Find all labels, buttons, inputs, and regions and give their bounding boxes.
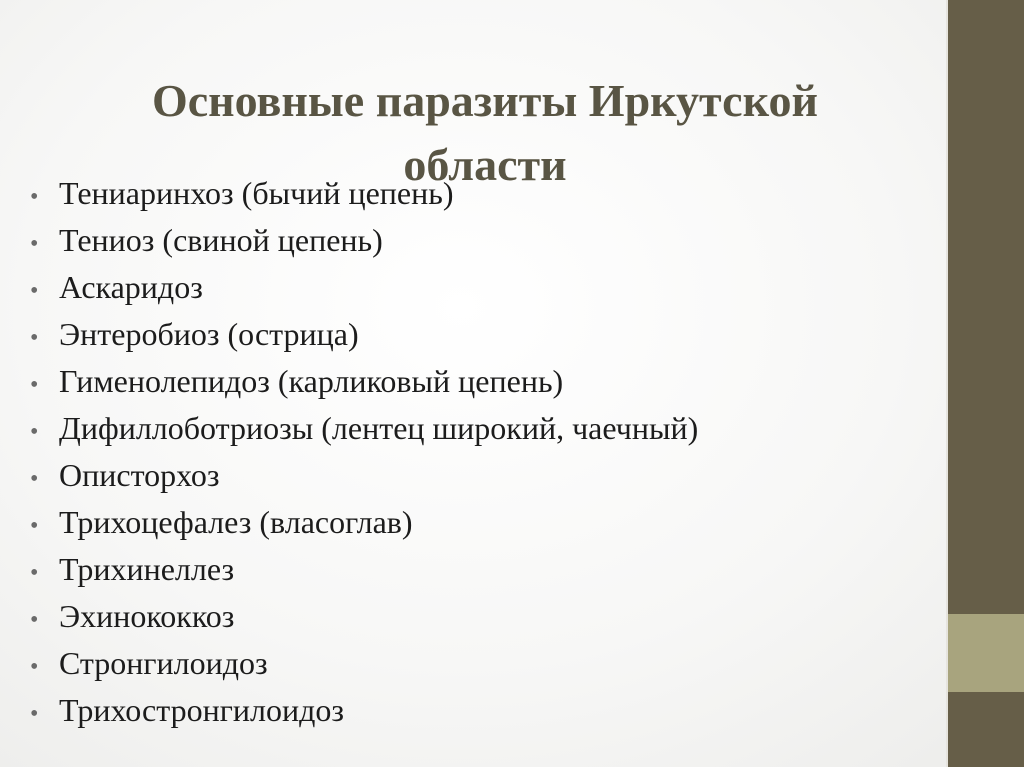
slide-title-line-1: Основные паразиты Иркутской <box>151 74 818 126</box>
list-item-text: Гименолепидоз (карликовый цепень) <box>59 363 564 399</box>
list-item-text: Аскаридоз <box>59 269 203 305</box>
list-item <box>30 405 698 452</box>
list-item <box>30 358 698 405</box>
list-item-text: Описторхоз <box>59 457 220 493</box>
list-item <box>30 640 698 687</box>
bullet-icon: • <box>30 325 39 351</box>
list-item <box>30 687 698 734</box>
list-item <box>30 499 698 546</box>
bullet-icon: • <box>30 607 39 633</box>
list-item <box>30 452 698 499</box>
bullet-icon: • <box>30 184 39 210</box>
list-item-text: Трихоцефалез (власоглав) <box>59 504 413 540</box>
bullet-icon: • <box>30 513 39 539</box>
list-item-text: Энтеробиоз (острица) <box>59 316 359 352</box>
bullet-icon: • <box>30 701 39 727</box>
bullet-icon: • <box>30 231 39 257</box>
list-item-text: Дифиллоботриозы (лентец широкий, чаечный) <box>59 410 699 446</box>
list-item <box>30 546 698 593</box>
parasite-list <box>30 170 698 734</box>
bullet-icon: • <box>30 278 39 304</box>
list-item-text: Стронгилоидоз <box>59 645 268 681</box>
list-item <box>30 217 698 264</box>
list-item <box>30 593 698 640</box>
bullet-icon: • <box>30 419 39 445</box>
decorative-side-bar-accent <box>948 614 1024 692</box>
list-item <box>30 264 698 311</box>
bullet-icon: • <box>30 560 39 586</box>
bullet-icon: • <box>30 466 39 492</box>
slide-title-line-2: области <box>403 138 567 190</box>
list-item-text: Трихинеллез <box>59 551 235 587</box>
bullet-icon: • <box>30 372 39 398</box>
list-item <box>30 311 698 358</box>
bullet-icon: • <box>30 654 39 680</box>
list-item-text: Эхинококкоз <box>59 598 235 634</box>
list-item-text: Трихостронгилоидоз <box>59 692 344 728</box>
list-item <box>30 170 698 217</box>
list-item-text: Тениаринхоз (бычий цепень) <box>59 175 454 211</box>
list-item-text: Тениоз (свиной цепень) <box>59 222 383 258</box>
